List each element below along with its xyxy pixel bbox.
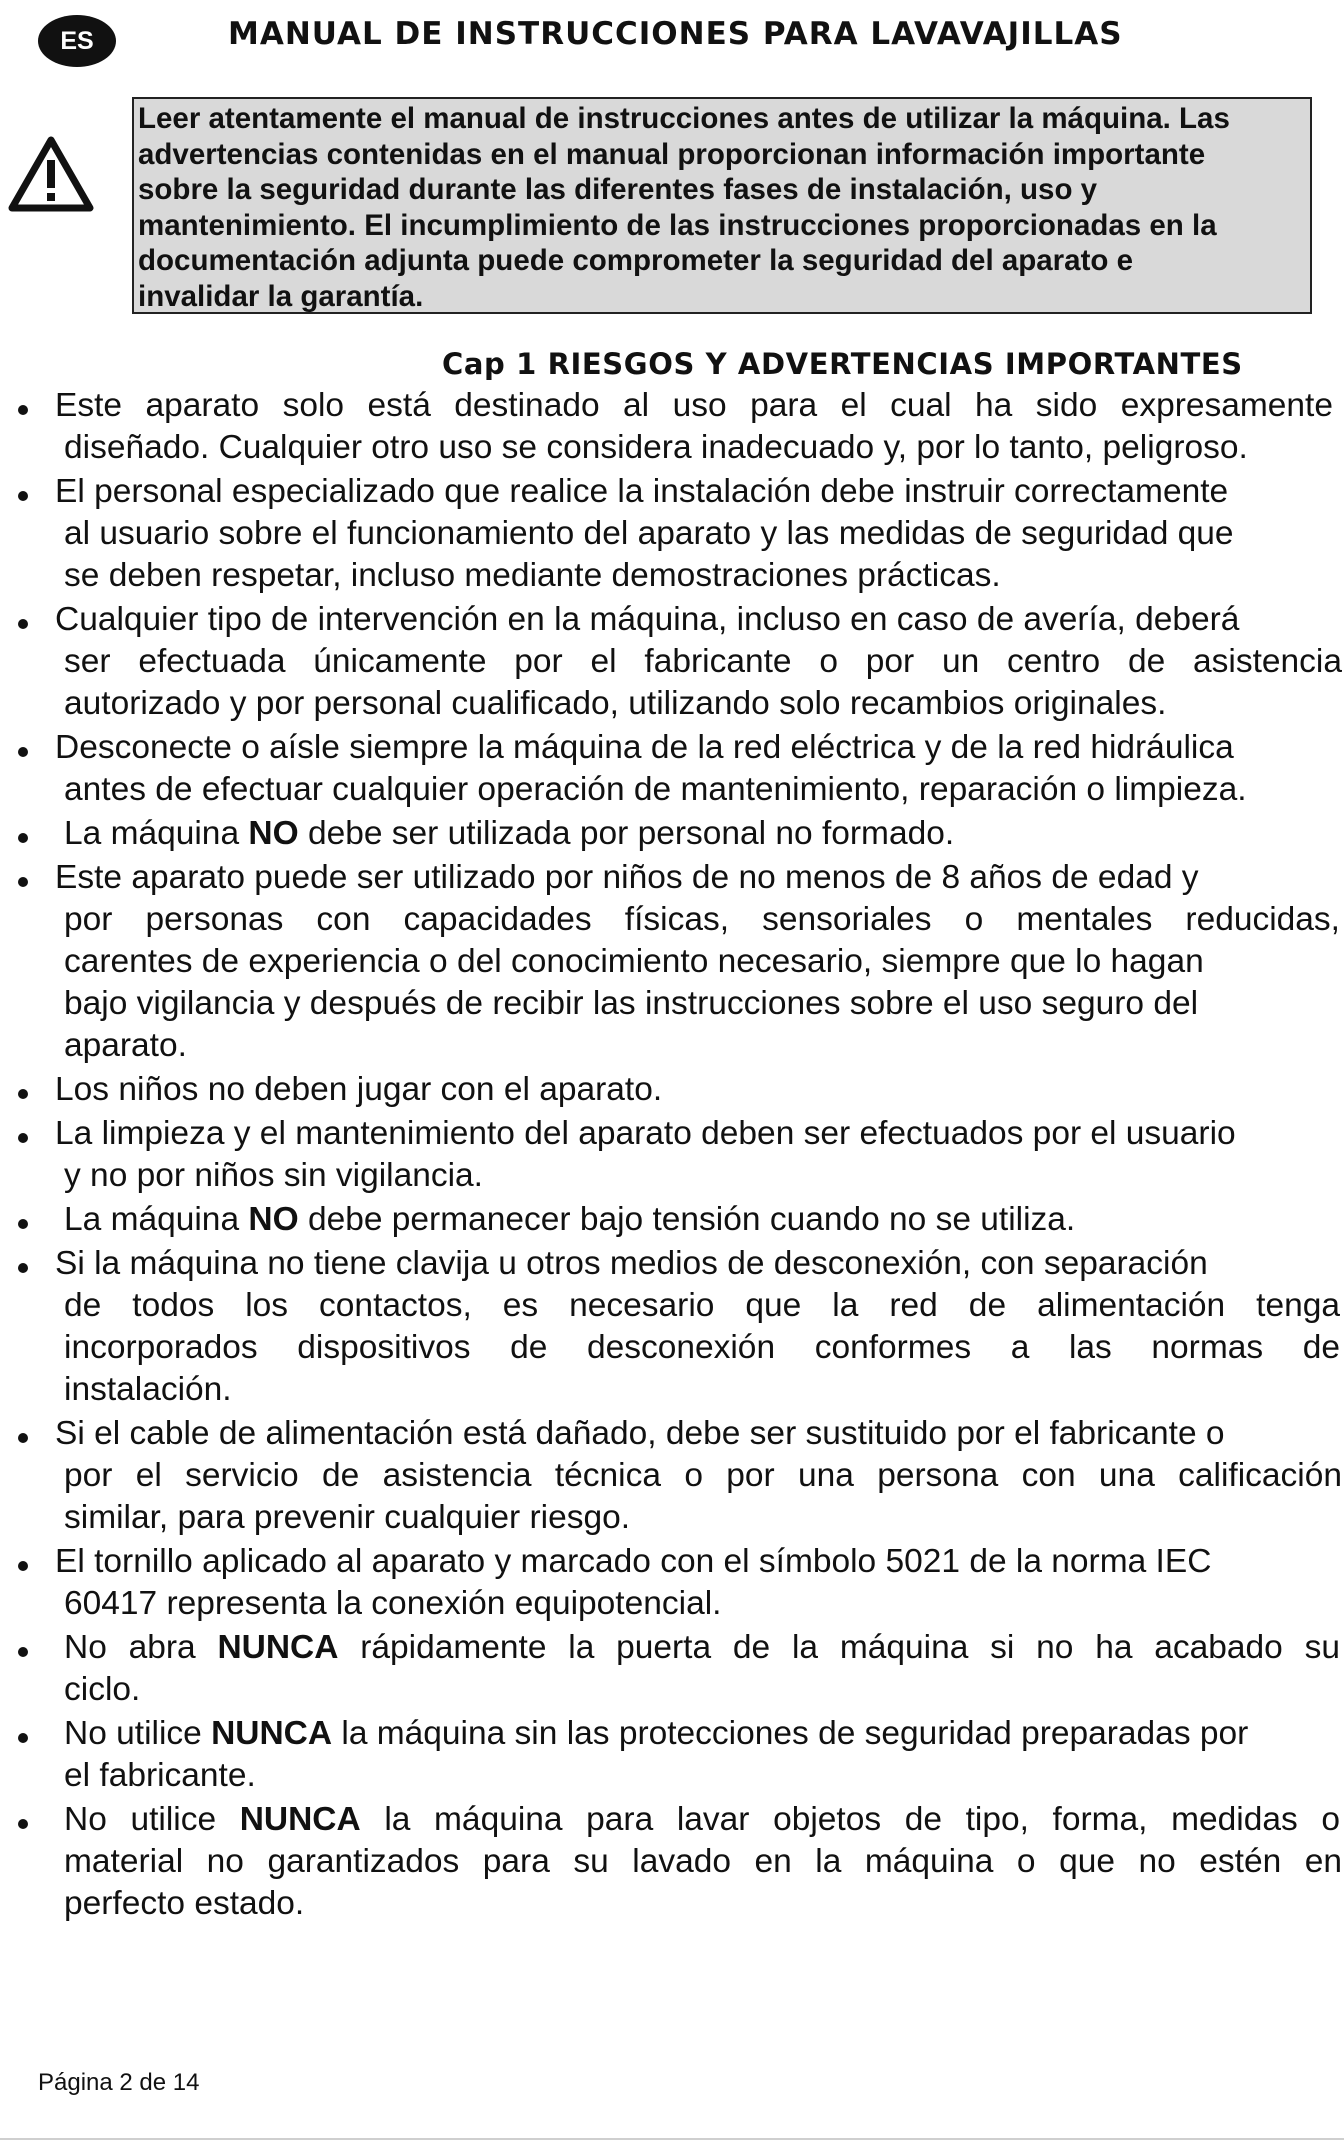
warning-line: advertencias contenidas en el manual proporcionan información importante <box>138 137 1206 171</box>
list-item-line: antes de efectuar cualquier operación de mantenimiento, reparación o limpieza. <box>64 771 1247 808</box>
list-item-line: perfecto estado. <box>64 1885 305 1922</box>
list-item-text: debe ser utilizada por personal no formado. <box>298 815 955 852</box>
list-item-line: aparato. <box>64 1027 187 1064</box>
list-item-line: diseñado. Cualquier otro uso se considera inadecuado y, por lo tanto, peligroso. <box>64 429 1248 466</box>
list-item-line: el fabricante. <box>64 1757 256 1794</box>
bullet-icon <box>18 1561 28 1571</box>
bullet-icon <box>18 1647 28 1657</box>
list-item-line: autorizado y por personal cualificado, utilizando solo recambios originales. <box>64 685 1167 722</box>
list-item-line: 60417 representa la conexión equipotencial. <box>64 1585 722 1622</box>
bullet-icon <box>18 1219 28 1229</box>
list-item-text: la máquina sin las protecciones de seguridad preparadas por <box>332 1715 1249 1752</box>
list-item-line <box>0 813 1340 855</box>
list-item <box>0 1199 1344 1241</box>
list-item <box>0 471 1344 597</box>
emphasis-nunca: NUNCA <box>217 1629 339 1666</box>
emphasis-nunca: NUNCA <box>211 1715 333 1752</box>
list-item-line: Este aparato puede ser utilizado por niños de no menos de 8 años de edad y <box>55 859 1199 896</box>
list-item-line: El personal especializado que realice la instalación debe instruir correctamente <box>55 473 1229 510</box>
bullet-icon <box>18 833 28 843</box>
list-item-text: No utilice <box>64 1801 240 1838</box>
list-item-text: No abra <box>64 1629 218 1666</box>
list-item-line <box>0 1199 1340 1241</box>
list-item-line: Los niños no deben jugar con el aparato. <box>55 1071 663 1108</box>
warning-notice-box <box>132 97 1312 314</box>
list-item-line: Si la máquina no tiene clavija u otros medios de desconexión, con separación <box>55 1245 1208 1282</box>
warning-line: invalidar la garantía. <box>138 279 424 313</box>
emphasis-no: NO <box>248 815 299 852</box>
language-badge: ES <box>38 15 116 67</box>
list-item <box>0 1113 1344 1197</box>
list-item <box>0 813 1344 855</box>
list-item-text: La máquina <box>64 1201 249 1238</box>
list-item-line: por personas con capacidades físicas, sensoriales o mentales reducidas, <box>64 901 1340 938</box>
bullet-icon <box>18 1819 28 1829</box>
bullet-icon <box>18 405 28 415</box>
list-item-line: al usuario sobre el funcionamiento del aparato y las medidas de seguridad que <box>64 515 1234 552</box>
list-item <box>0 1069 1344 1111</box>
list-item-line: material no garantizados para su lavado en la máquina o que no estén en <box>64 1843 1342 1880</box>
list-item <box>0 1413 1344 1539</box>
list-item-line: y no por niños sin vigilancia. <box>64 1157 483 1194</box>
list-item <box>0 1713 1344 1797</box>
page-number: Página 2 de 14 <box>38 2069 200 2096</box>
list-item-line <box>0 1627 1340 1669</box>
list-item-line: La limpieza y el mantenimiento del aparato deben ser efectuados por el usuario <box>55 1115 1236 1152</box>
warning-line: documentación adjunta puede comprometer la seguridad del aparato e <box>138 244 1134 277</box>
list-item-text: la máquina para lavar objetos de tipo, forma, medidas o <box>360 1801 1340 1838</box>
page-header <box>0 0 1344 80</box>
list-item-line: ser efectuada únicamente por el fabricante o por un centro de asistencia <box>64 643 1342 680</box>
bullet-icon <box>18 491 28 501</box>
risk-bullet-list <box>0 385 1344 1925</box>
bullet-icon <box>18 1433 28 1443</box>
bullet-icon <box>18 619 28 629</box>
list-item-line: carentes de experiencia o del conocimiento necesario, siempre que lo hagan <box>64 943 1204 980</box>
bullet-icon <box>18 1089 28 1099</box>
list-item <box>0 1243 1344 1411</box>
bullet-icon <box>18 747 28 757</box>
list-item-text: La máquina <box>64 815 249 852</box>
list-item-line: incorporados dispositivos de desconexión conformes a las normas de <box>64 1329 1340 1366</box>
warning-line: sobre la seguridad durante las diferentes fases de instalación, uso y <box>138 173 1098 206</box>
emphasis-nunca: NUNCA <box>239 1801 361 1838</box>
bullet-icon <box>18 1133 28 1143</box>
list-item <box>0 1627 1344 1711</box>
section-title: Cap 1 RIESGOS Y ADVERTENCIAS IMPORTANTES <box>442 347 1243 381</box>
list-item-text: No utilice <box>64 1715 212 1752</box>
warning-triangle-icon <box>8 134 94 214</box>
list-item-line: similar, para prevenir cualquier riesgo. <box>64 1499 631 1536</box>
risk-list-container <box>0 385 1344 1965</box>
list-item <box>0 1541 1344 1625</box>
warning-line: Leer atentamente el manual de instrucciones antes de utilizar la máquina. Las <box>138 102 1230 135</box>
emphasis-no: NO <box>248 1201 299 1238</box>
list-item-line: de todos los contactos, es necesario que la red de alimentación tenga <box>64 1287 1340 1324</box>
list-item-line: Si el cable de alimentación está dañado, debe ser sustituido por el fabricante o <box>55 1415 1225 1452</box>
list-item-line: Desconecte o aísle siempre la máquina de la red eléctrica y de la red hidráulica <box>55 729 1234 766</box>
bottom-divider <box>0 2138 1344 2140</box>
warning-line: mantenimiento. El incumplimiento de las instrucciones proporcionadas en la <box>138 208 1217 242</box>
list-item <box>0 727 1344 811</box>
list-item-line: por el servicio de asistencia técnica o por una persona con una calificación <box>64 1457 1342 1494</box>
list-item-line <box>0 1713 1340 1755</box>
list-item-line: bajo vigilancia y después de recibir las instrucciones sobre el uso seguro del <box>64 985 1199 1022</box>
document-title: MANUAL DE INSTRUCCIONES PARA LAVAVAJILLAS <box>228 16 1123 52</box>
list-item <box>0 857 1344 1067</box>
list-item <box>0 599 1344 725</box>
list-item-line <box>0 1799 1340 1841</box>
list-item <box>0 385 1344 469</box>
list-item-line: se deben respetar, incluso mediante demostraciones prácticas. <box>64 557 1001 594</box>
list-item-line: Cualquier tipo de intervención en la máquina, incluso en caso de avería, deberá <box>55 601 1240 638</box>
list-item-text: debe permanecer bajo tensión cuando no se utiliza. <box>298 1201 1076 1238</box>
bullet-icon <box>18 1263 28 1273</box>
list-item-line: Este aparato solo está destinado al uso para el cual ha sido expresamente <box>55 387 1333 424</box>
bullet-icon <box>18 1733 28 1743</box>
list-item-line: instalación. <box>64 1371 232 1408</box>
list-item-text: rápidamente la puerta de la máquina si no ha acabado su <box>338 1629 1340 1666</box>
list-item <box>0 1799 1344 1925</box>
bullet-icon <box>18 877 28 887</box>
list-item-line: El tornillo aplicado al aparato y marcado con el símbolo 5021 de la norma IEC <box>55 1543 1212 1580</box>
list-item-line: ciclo. <box>64 1671 141 1708</box>
